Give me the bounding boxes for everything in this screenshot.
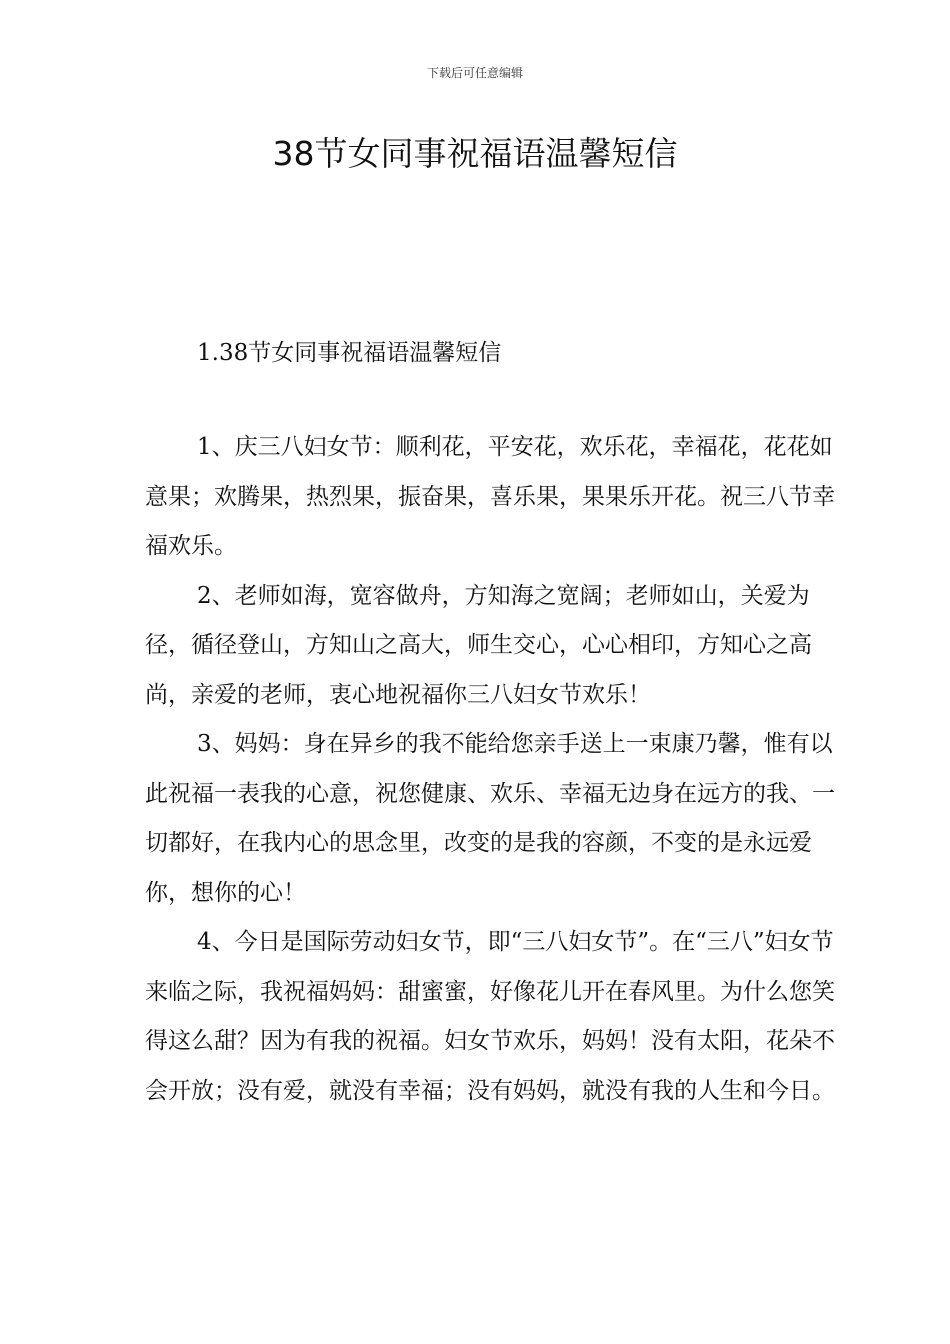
paragraph-3: 3、妈妈：身在异乡的我不能给您亲手送上一束康乃馨，惟有以此祝福一表我的心意，祝您健康、欢乐、幸福无边身在远方的我、一切都好，在我内心的思念里，改变的是我的容颜，不变的是永远爱你，想你的心！: [145, 731, 835, 906]
paragraph-1: 1、庆三八妇女节：顺利花，平安花，欢乐花，幸福花，花花如意果；欢腾果，热烈果，振奋果，喜乐果，果果乐开花。祝三八节幸福欢乐。: [145, 434, 835, 559]
document-body: [145, 423, 835, 1116]
paragraph-4: 4、今日是国际劳动妇女节，即“三八妇女节”。在“三八”妇女节来临之际，我祝福妈妈：甜蜜蜜，好像花儿开在春风里。为什么您笑得这么甜？因为有我的祝福。妇女节欢乐，妈妈！没有太阳，花朵不会开放；没有爱，就没有幸福；没有妈妈，就没有我的人生和今日。: [145, 929, 835, 1104]
header-note: 下载后可任意编辑: [426, 66, 523, 80]
document-title: 38节女同事祝福语温馨短信: [272, 134, 678, 173]
section-heading: 1.38节女同事祝福语温馨短信: [197, 340, 502, 366]
paragraph-2: 2、老师如海，宽容做舟，方知海之宽阔；老师如山，关爱为径，循径登山，方知山之高大，师生交心，心心相印，方知心之高尚，亲爱的老师，衷心地祝福你三八妇女节欢乐！: [145, 582, 812, 708]
